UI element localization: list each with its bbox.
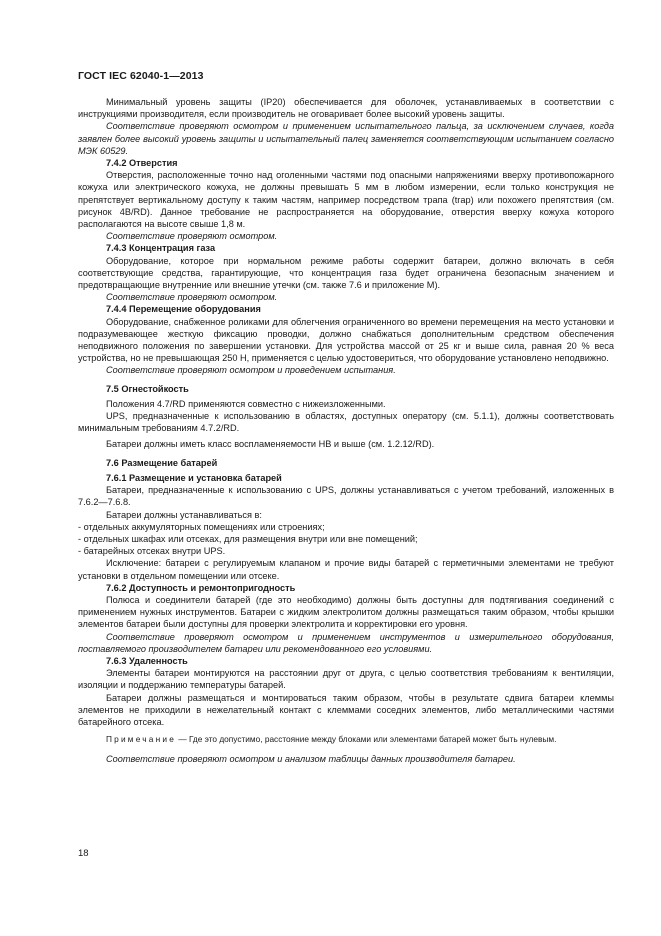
paragraph: Положения 4.7/RD применяются совместно с нижеизложенными. bbox=[106, 398, 386, 409]
paragraph: Полюса и соединители батарей (где это необходимо) должны быть доступны для подтягивания соединений с применением нужных инструментов. Батареи с жидким электролитом должны размещаться таким образом, чтобы крышки элементов батареи были доступны для проверки электролита и корректировки его уровня. bbox=[78, 594, 614, 630]
paragraph: Оборудование, снабженное роликами для облегчения ограниченного во времени перемещения на место установки и подразумевающее жесткую фиксацию проводки, должно снабжаться дополнительным средством обеспечения неподвижного положения по завершении установки. Для устройства массой от 25 кг и выше сила, равная 20 % веса устройства, но не превышающая 250 Н, применяется с целью удостовериться, что оборудование установлено неподвижно. bbox=[78, 316, 614, 364]
compliance-paragraph: Соответствие проверяют осмотром и применением инструментов и измерительного оборудования, поставляемого производителем батареи или рекомендованного его условиями. bbox=[78, 631, 614, 654]
section-heading-7-6-2: 7.6.2 Доступность и ремонтопригодность bbox=[106, 582, 296, 593]
compliance-paragraph: Соответствие проверяют осмотром и анализом таблицы данных производителя батареи. bbox=[106, 754, 516, 765]
note bbox=[78, 734, 614, 745]
section-heading-7-5: 7.5 Огнестойкость bbox=[106, 383, 189, 394]
paragraph: UPS, предназначенные к использованию в областях, доступных оператору (см. 5.1.1), должны соответствовать минимальным требованиям 4.7.2/RD. bbox=[78, 411, 614, 434]
list-item: - батарейных отсеках внутри UPS. bbox=[78, 546, 226, 557]
paragraph: Батареи должны устанавливаться в: bbox=[106, 509, 262, 520]
compliance-paragraph: Соответствие проверяют осмотром. bbox=[106, 292, 278, 303]
section-heading-7-4-3: 7.4.3 Концентрация газа bbox=[106, 243, 216, 254]
paragraph: Элементы батареи монтируются на расстоянии друг от друга, с целью соответствия требованиям к вентиляции, изоляции и поддержанию температуры батарей. bbox=[78, 668, 614, 691]
document-header: ГОСТ IEC 62040-1—2013 bbox=[78, 70, 204, 82]
section-heading-7-6: 7.6 Размещение батарей bbox=[106, 457, 218, 468]
compliance-paragraph: Соответствие проверяют осмотром и применением испытательного пальца, за исключением случаев, когда заявлен более высокий уровень защиты и испытательный палец заменяется соответствующим испытанием согласно МЭК 60529. bbox=[78, 121, 614, 156]
paragraph: Отверстия, расположенные точно над оголенными частями под опасными напряжениями вверху противопожарного кожуха или электрического кожуха, не должны превышать 5 мм в любом измерении, если только конструкция не препятствует вертикальному доступу к таким частям, например посредством трапа (trap) или похожего препятствия (см. рисунок 4В/RD). Данное требование не распространяется на оборудование, отверстия вверху кожуха которого располагаются на высоте свыше 1,8 м. bbox=[78, 170, 614, 230]
section-heading-7-6-3: 7.6.3 Удаленность bbox=[106, 655, 188, 666]
compliance-paragraph: Соответствие проверяют осмотром и проведением испытания. bbox=[106, 365, 396, 376]
note-text: — Где это допустимо, расстояние между блоками или элементами батарей может быть нулевым. bbox=[176, 734, 557, 745]
paragraph: Оборудование, которое при нормальном режиме работы содержит батареи, должно включать в себя соответствующие средства, гарантирующие, что концентрация газа будет ограничена безопасным значением и предотвращающие внутренние или внешние утечки (см. также 7.6 и приложение М). bbox=[78, 255, 614, 291]
document-body bbox=[78, 96, 614, 765]
paragraph: Батареи должны размещаться и монтироваться таким образом, чтобы в результате сдвига батареи клеммы элементов не приходили в нежелательный контакт с клеммами соседних элементов, либо металлическими частями батарейного отсека. bbox=[78, 692, 614, 727]
list-item: - отдельных аккумуляторных помещениях или строениях; bbox=[78, 521, 325, 532]
compliance-paragraph: Соответствие проверяют осмотром. bbox=[106, 231, 278, 242]
section-heading-7-4-4: 7.4.4 Перемещение оборудования bbox=[106, 304, 261, 315]
list-item: - отдельных шкафах или отсеках, для размещения внутри или вне помещений; bbox=[78, 533, 418, 544]
paragraph: Батареи, предназначенные к использованию с UPS, должны устанавливаться с учетом требований, изложенных в 7.6.2—7.6.8. bbox=[78, 485, 614, 508]
section-heading-7-4-2: 7.4.2 Отверстия bbox=[106, 158, 178, 169]
page-number: 18 bbox=[78, 848, 89, 859]
paragraph: Исключение: батареи с регулируемым клапаном и прочие виды батарей с герметичными элементами не требуют установки в отдельном помещении или отсеке. bbox=[78, 558, 614, 581]
note-label: Примечание bbox=[106, 734, 177, 745]
section-heading-7-6-1: 7.6.1 Размещение и установка батарей bbox=[106, 472, 282, 483]
paragraph: Минимальный уровень защиты (IP20) обеспечивается для оболочек, устанавливаемых в соответствии с инструкциями производителя, если производитель не оговаривает более высокий уровень защиты. bbox=[78, 97, 614, 120]
paragraph: Батареи должны иметь класс воспламеняемости НВ и выше (см. 1.2.12/RD). bbox=[106, 439, 435, 450]
